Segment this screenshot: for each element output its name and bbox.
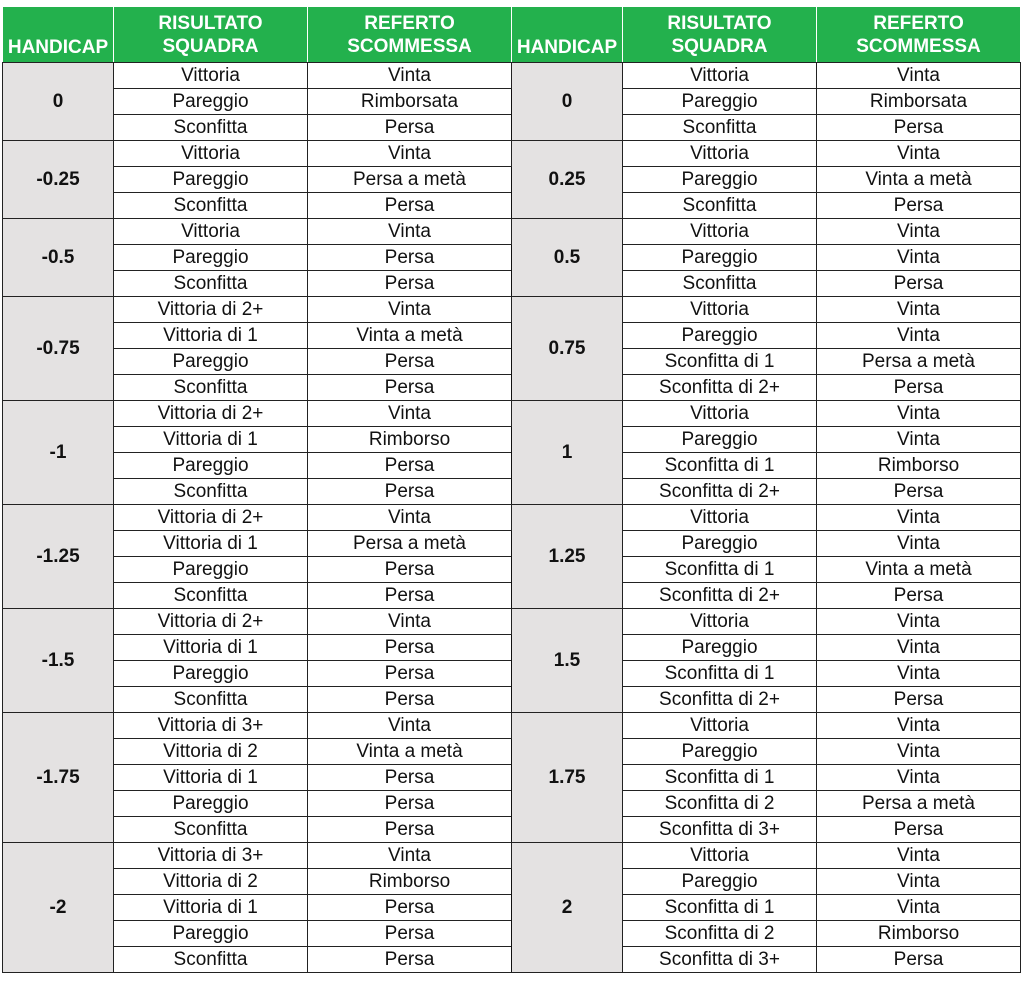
- bet-outcome-left: Persa: [308, 375, 512, 401]
- team-result-left: Vittoria: [114, 63, 308, 89]
- bet-outcome-right: Vinta: [817, 141, 1021, 167]
- bet-outcome-right: Persa: [817, 687, 1021, 713]
- bet-outcome-right: Rimborso: [817, 453, 1021, 479]
- bet-outcome-right: Vinta: [817, 609, 1021, 635]
- team-result-left: Vittoria di 1: [114, 635, 308, 661]
- team-result-left: Pareggio: [114, 167, 308, 193]
- table-row: [3, 141, 1021, 167]
- table-row: [3, 219, 1021, 245]
- team-result-right: Sconfitta: [623, 271, 817, 297]
- bet-outcome-left: Vinta: [308, 63, 512, 89]
- handicap-value-left: -1.25: [3, 505, 114, 609]
- header-handicap-left: HANDICAP: [3, 7, 114, 63]
- bet-outcome-left: Vinta: [308, 505, 512, 531]
- team-result-right: Vittoria: [623, 609, 817, 635]
- team-result-right: Sconfitta di 3+: [623, 817, 817, 843]
- bet-outcome-right: Vinta: [817, 661, 1021, 687]
- handicap-table-wrapper: [2, 6, 1021, 973]
- bet-outcome-right: Persa: [817, 479, 1021, 505]
- header-outcome-left: [308, 7, 512, 63]
- header-outcome-line1: REFERTO: [873, 12, 964, 34]
- bet-outcome-right: Vinta: [817, 63, 1021, 89]
- team-result-left: Pareggio: [114, 349, 308, 375]
- bet-outcome-left: Persa a metà: [308, 167, 512, 193]
- bet-outcome-right: Vinta: [817, 219, 1021, 245]
- bet-outcome-left: Persa: [308, 817, 512, 843]
- header-outcome-line1: REFERTO: [364, 12, 455, 34]
- bet-outcome-right: Vinta: [817, 895, 1021, 921]
- team-result-right: Vittoria: [623, 401, 817, 427]
- handicap-value-left: -2: [3, 843, 114, 973]
- header-outcome-right: [817, 7, 1021, 63]
- bet-outcome-left: Vinta: [308, 219, 512, 245]
- team-result-left: Pareggio: [114, 557, 308, 583]
- team-result-left: Vittoria di 3+: [114, 713, 308, 739]
- team-result-left: Pareggio: [114, 791, 308, 817]
- team-result-left: Vittoria: [114, 219, 308, 245]
- table-row: [3, 505, 1021, 531]
- bet-outcome-right: Persa: [817, 271, 1021, 297]
- handicap-value-left: -0.5: [3, 219, 114, 297]
- handicap-value-right: 1.75: [512, 713, 623, 843]
- bet-outcome-right: Vinta a metà: [817, 167, 1021, 193]
- bet-outcome-left: Persa: [308, 895, 512, 921]
- team-result-right: Sconfitta di 1: [623, 349, 817, 375]
- team-result-left: Sconfitta: [114, 817, 308, 843]
- bet-outcome-left: Persa: [308, 349, 512, 375]
- bet-outcome-left: Persa: [308, 765, 512, 791]
- team-result-right: Sconfitta di 1: [623, 895, 817, 921]
- bet-outcome-left: Persa a metà: [308, 531, 512, 557]
- header-result-left: [114, 7, 308, 63]
- bet-outcome-right: Persa: [817, 193, 1021, 219]
- bet-outcome-right: Vinta a metà: [817, 557, 1021, 583]
- table-row: [3, 63, 1021, 89]
- bet-outcome-left: Persa: [308, 791, 512, 817]
- team-result-right: Pareggio: [623, 89, 817, 115]
- team-result-right: Sconfitta di 2+: [623, 479, 817, 505]
- table-row: [3, 297, 1021, 323]
- team-result-right: Vittoria: [623, 843, 817, 869]
- team-result-left: Sconfitta: [114, 479, 308, 505]
- team-result-right: Vittoria: [623, 505, 817, 531]
- bet-outcome-left: Vinta: [308, 401, 512, 427]
- team-result-left: Pareggio: [114, 921, 308, 947]
- team-result-right: Sconfitta di 1: [623, 453, 817, 479]
- handicap-value-left: -1.5: [3, 609, 114, 713]
- handicap-value-right: 1.25: [512, 505, 623, 609]
- team-result-left: Sconfitta: [114, 271, 308, 297]
- team-result-right: Pareggio: [623, 323, 817, 349]
- team-result-left: Vittoria di 1: [114, 531, 308, 557]
- team-result-left: Vittoria di 2+: [114, 505, 308, 531]
- bet-outcome-left: Vinta a metà: [308, 323, 512, 349]
- bet-outcome-right: Persa: [817, 583, 1021, 609]
- team-result-left: Sconfitta: [114, 687, 308, 713]
- bet-outcome-right: Vinta: [817, 843, 1021, 869]
- team-result-right: Pareggio: [623, 167, 817, 193]
- table-header-row: [3, 7, 1021, 63]
- team-result-right: Sconfitta di 3+: [623, 947, 817, 973]
- team-result-left: Vittoria di 2+: [114, 609, 308, 635]
- team-result-left: Vittoria di 3+: [114, 843, 308, 869]
- bet-outcome-right: Vinta: [817, 505, 1021, 531]
- team-result-left: Pareggio: [114, 245, 308, 271]
- bet-outcome-right: Vinta: [817, 297, 1021, 323]
- team-result-left: Pareggio: [114, 661, 308, 687]
- bet-outcome-left: Persa: [308, 583, 512, 609]
- bet-outcome-left: Persa: [308, 271, 512, 297]
- bet-outcome-right: Vinta: [817, 635, 1021, 661]
- handicap-value-right: 2: [512, 843, 623, 973]
- asian-handicap-table: [2, 6, 1021, 973]
- team-result-right: Sconfitta di 1: [623, 557, 817, 583]
- team-result-left: Vittoria di 1: [114, 765, 308, 791]
- bet-outcome-left: Persa: [308, 193, 512, 219]
- handicap-value-left: -0.75: [3, 297, 114, 401]
- table-row: [3, 713, 1021, 739]
- bet-outcome-left: Vinta a metà: [308, 739, 512, 765]
- header-handicap-right: HANDICAP: [512, 7, 623, 63]
- team-result-right: Pareggio: [623, 739, 817, 765]
- handicap-value-right: 0.5: [512, 219, 623, 297]
- bet-outcome-right: Rimborsata: [817, 89, 1021, 115]
- bet-outcome-right: Persa: [817, 375, 1021, 401]
- bet-outcome-left: Rimborso: [308, 869, 512, 895]
- bet-outcome-right: Vinta: [817, 869, 1021, 895]
- team-result-right: Vittoria: [623, 713, 817, 739]
- team-result-right: Pareggio: [623, 635, 817, 661]
- bet-outcome-right: Vinta: [817, 765, 1021, 791]
- handicap-value-left: -1.75: [3, 713, 114, 843]
- bet-outcome-left: Persa: [308, 479, 512, 505]
- team-result-left: Vittoria: [114, 141, 308, 167]
- team-result-left: Sconfitta: [114, 583, 308, 609]
- header-result-line2: SQUADRA: [162, 35, 259, 57]
- table-row: [3, 843, 1021, 869]
- bet-outcome-left: Vinta: [308, 713, 512, 739]
- bet-outcome-right: Vinta: [817, 245, 1021, 271]
- bet-outcome-left: Rimborsata: [308, 89, 512, 115]
- bet-outcome-left: Persa: [308, 661, 512, 687]
- bet-outcome-left: Persa: [308, 453, 512, 479]
- table-row: [3, 401, 1021, 427]
- team-result-right: Pareggio: [623, 245, 817, 271]
- bet-outcome-right: Vinta: [817, 401, 1021, 427]
- team-result-left: Vittoria di 1: [114, 323, 308, 349]
- header-outcome-line2: SCOMMESSA: [347, 35, 472, 57]
- handicap-value-right: 1: [512, 401, 623, 505]
- handicap-value-left: -1: [3, 401, 114, 505]
- team-result-right: Pareggio: [623, 869, 817, 895]
- header-result-right: [623, 7, 817, 63]
- bet-outcome-left: Rimborso: [308, 427, 512, 453]
- team-result-right: Sconfitta: [623, 193, 817, 219]
- team-result-right: Sconfitta di 2+: [623, 583, 817, 609]
- bet-outcome-right: Vinta: [817, 531, 1021, 557]
- handicap-value-right: 0.25: [512, 141, 623, 219]
- team-result-left: Pareggio: [114, 89, 308, 115]
- handicap-value-right: 0: [512, 63, 623, 141]
- bet-outcome-left: Persa: [308, 635, 512, 661]
- team-result-left: Vittoria di 2+: [114, 297, 308, 323]
- team-result-left: Sconfitta: [114, 375, 308, 401]
- team-result-left: Sconfitta: [114, 947, 308, 973]
- handicap-value-right: 1.5: [512, 609, 623, 713]
- bet-outcome-right: Persa a metà: [817, 349, 1021, 375]
- table-body: [3, 63, 1021, 973]
- handicap-value-left: -0.25: [3, 141, 114, 219]
- bet-outcome-left: Vinta: [308, 297, 512, 323]
- team-result-right: Vittoria: [623, 63, 817, 89]
- team-result-right: Sconfitta di 2: [623, 921, 817, 947]
- bet-outcome-left: Persa: [308, 687, 512, 713]
- team-result-right: Pareggio: [623, 531, 817, 557]
- bet-outcome-right: Rimborso: [817, 921, 1021, 947]
- bet-outcome-left: Persa: [308, 245, 512, 271]
- team-result-left: Sconfitta: [114, 115, 308, 141]
- team-result-right: Vittoria: [623, 141, 817, 167]
- team-result-right: Sconfitta: [623, 115, 817, 141]
- handicap-value-right: 0.75: [512, 297, 623, 401]
- bet-outcome-left: Persa: [308, 947, 512, 973]
- team-result-left: Vittoria di 2+: [114, 401, 308, 427]
- bet-outcome-left: Vinta: [308, 609, 512, 635]
- team-result-right: Sconfitta di 1: [623, 765, 817, 791]
- team-result-left: Vittoria di 2: [114, 869, 308, 895]
- team-result-right: Sconfitta di 2+: [623, 375, 817, 401]
- bet-outcome-left: Persa: [308, 115, 512, 141]
- header-outcome-line2: SCOMMESSA: [856, 35, 981, 57]
- bet-outcome-right: Persa: [817, 947, 1021, 973]
- bet-outcome-right: Persa: [817, 115, 1021, 141]
- team-result-left: Sconfitta: [114, 193, 308, 219]
- team-result-left: Pareggio: [114, 453, 308, 479]
- handicap-value-left: 0: [3, 63, 114, 141]
- bet-outcome-right: Persa: [817, 817, 1021, 843]
- header-result-line2: SQUADRA: [671, 35, 768, 57]
- bet-outcome-left: Persa: [308, 921, 512, 947]
- bet-outcome-right: Vinta: [817, 713, 1021, 739]
- team-result-right: Vittoria: [623, 219, 817, 245]
- bet-outcome-right: Persa a metà: [817, 791, 1021, 817]
- team-result-right: Sconfitta di 2: [623, 791, 817, 817]
- bet-outcome-right: Vinta: [817, 739, 1021, 765]
- header-result-line1: RISULTATO: [158, 12, 263, 34]
- team-result-left: Vittoria di 2: [114, 739, 308, 765]
- bet-outcome-left: Vinta: [308, 141, 512, 167]
- bet-outcome-left: Vinta: [308, 843, 512, 869]
- team-result-left: Vittoria di 1: [114, 427, 308, 453]
- team-result-right: Pareggio: [623, 427, 817, 453]
- table-row: [3, 609, 1021, 635]
- team-result-right: Sconfitta di 2+: [623, 687, 817, 713]
- bet-outcome-right: Vinta: [817, 323, 1021, 349]
- bet-outcome-right: Vinta: [817, 427, 1021, 453]
- team-result-right: Sconfitta di 1: [623, 661, 817, 687]
- team-result-left: Vittoria di 1: [114, 895, 308, 921]
- header-result-line1: RISULTATO: [667, 12, 772, 34]
- bet-outcome-left: Persa: [308, 557, 512, 583]
- team-result-right: Vittoria: [623, 297, 817, 323]
